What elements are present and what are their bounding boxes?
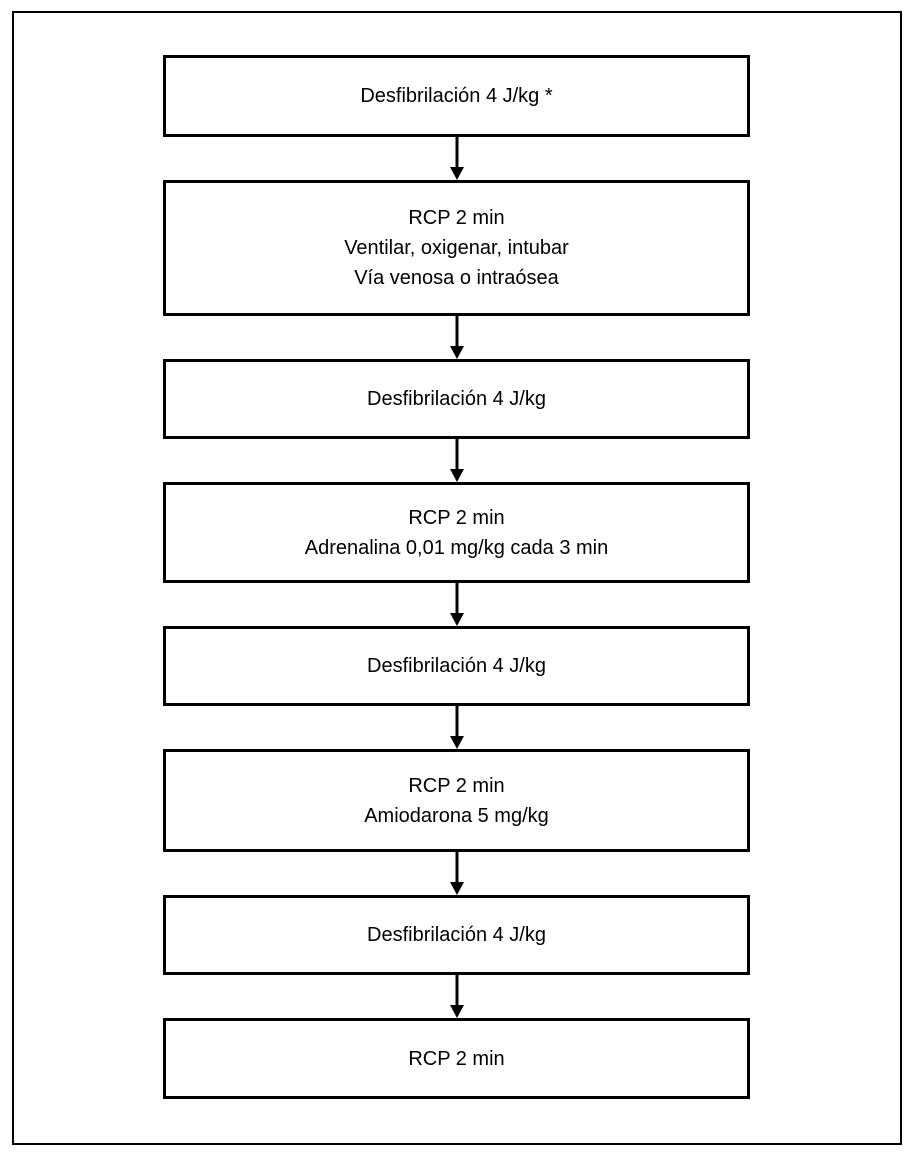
node-text-line: Desfibrilación 4 J/kg	[367, 655, 546, 677]
connector-arrow	[163, 583, 750, 626]
connector-arrow	[163, 975, 750, 1018]
connector-arrow	[163, 137, 750, 180]
flow-node-defibrillation-4	[163, 895, 750, 975]
down-arrow-icon	[449, 706, 465, 749]
down-arrow-icon	[449, 137, 465, 180]
node-text-line: Desfibrilación 4 J/kg *	[360, 85, 553, 107]
flow-node-defibrillation-2	[163, 359, 750, 439]
connector-arrow	[163, 706, 750, 749]
down-arrow-icon	[449, 316, 465, 359]
node-text-line: Desfibrilación 4 J/kg	[367, 924, 546, 946]
flow-node-defibrillation-3	[163, 626, 750, 706]
flow-node-rcp-amiodarone	[163, 749, 750, 852]
flowchart	[163, 55, 750, 1099]
node-text-line: Desfibrilación 4 J/kg	[367, 388, 546, 410]
connector-arrow	[163, 316, 750, 359]
flow-node-rcp-final	[163, 1018, 750, 1099]
flow-node-defibrillation-1	[163, 55, 750, 137]
node-text-line: RCP 2 min	[408, 207, 505, 229]
flow-node-rcp-ventilate	[163, 180, 750, 316]
node-text-line: Vía venosa o intraósea	[354, 267, 559, 289]
node-text-line: Adrenalina 0,01 mg/kg cada 3 min	[304, 536, 609, 559]
node-text-line: RCP 2 min	[408, 774, 505, 797]
down-arrow-icon	[449, 852, 465, 895]
down-arrow-icon	[449, 583, 465, 626]
node-text-line: Ventilar, oxigenar, intubar	[344, 237, 569, 259]
connector-arrow	[163, 852, 750, 895]
connector-arrow	[163, 439, 750, 482]
node-text-line: RCP 2 min	[408, 1047, 505, 1070]
node-text-line: Amiodarona 5 mg/kg	[364, 804, 549, 827]
down-arrow-icon	[449, 439, 465, 482]
down-arrow-icon	[449, 975, 465, 1018]
flow-node-rcp-adrenaline	[163, 482, 750, 583]
node-text-line: RCP 2 min	[408, 506, 505, 529]
